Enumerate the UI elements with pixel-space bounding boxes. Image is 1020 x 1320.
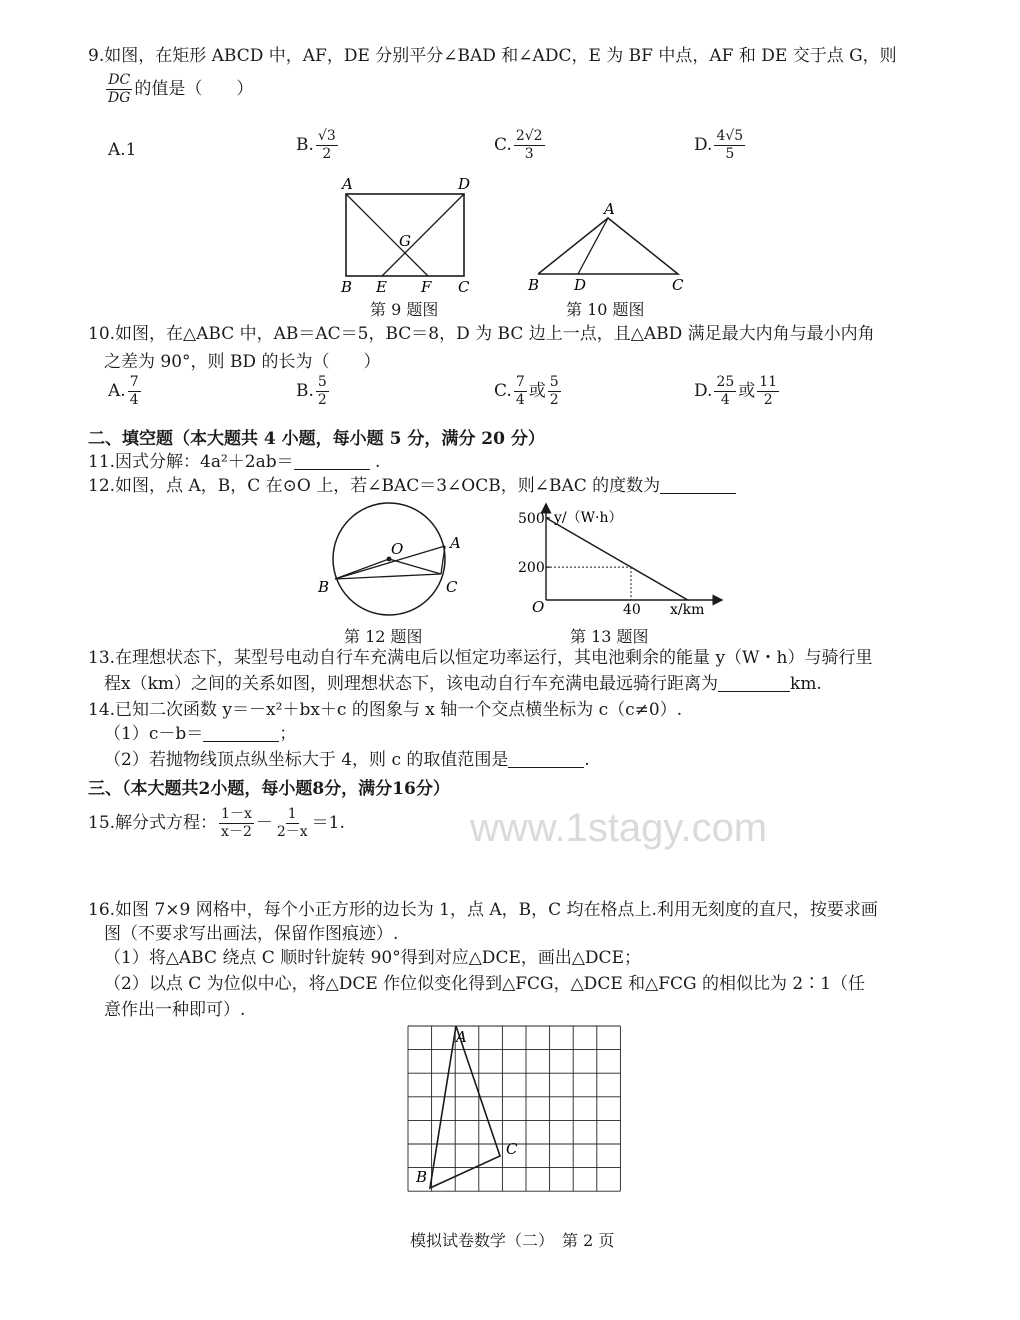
q10-option-c: C. $\frac{7}{4}$ 或 $\frac{5}{2}$: [494, 374, 559, 408]
label-e: E: [376, 278, 387, 296]
q9-segment-af: [346, 194, 428, 276]
label-d: D: [458, 175, 471, 193]
q16-line3: （1）将△ABC 绕点 C 顺时针旋转 90°得到对应△DCE，画出△DCE；: [104, 948, 641, 968]
q9-option-a: A.1: [108, 140, 137, 160]
q11-line: 11.因式分解：4a²＋2ab＝ .: [88, 452, 381, 472]
q10-option-b: B. $\frac{5}{2}$: [296, 374, 327, 408]
q10-option-a: A. $\frac{7}{4}$: [108, 374, 139, 408]
x-tick-label-40: 40: [623, 602, 641, 618]
q9-line1: 9.如图，在矩形 ABCD 中，AF，DE 分别平分∠BAD 和∠ADC，E 为 BF 中点，AF 和 DE 交于点 G，则: [88, 46, 897, 66]
q9-option-c: C. $\frac{2√2}{3}$: [494, 128, 543, 162]
q9-line2: $\frac{DC}{DG}$ 的值是（ ）: [108, 72, 254, 106]
label-a: A: [450, 534, 461, 552]
label-c: C: [446, 578, 458, 596]
q9-segment-de: [382, 194, 464, 276]
q12-radius-ob: [335, 559, 389, 579]
label-c: C: [672, 276, 684, 294]
q9-caption: 第 9 题图: [370, 300, 439, 319]
origin-label: O: [532, 598, 545, 616]
q16-line4: （2）以点 C 为位似中心，将△DCE 作位似变化得到△FCG，△DCE 和△FCG 的相似比为 2∶1（任: [104, 974, 866, 994]
q11-answer-blank[interactable]: [294, 451, 370, 470]
label-a: A: [604, 200, 615, 218]
q16-line5: 意作出一种即可）.: [104, 1000, 246, 1020]
q13-answer-blank[interactable]: [718, 673, 790, 692]
grid-lines: [408, 1026, 620, 1191]
label-f: F: [421, 278, 432, 296]
q12-figure: [314, 500, 474, 624]
y-tick-label-500: 500: [518, 510, 545, 527]
q10-triangle: [538, 218, 678, 274]
q12-answer-blank[interactable]: [660, 475, 736, 494]
triangle-abc: [430, 1026, 500, 1188]
q10-option-d: D. $\frac{25}{4}$ 或 $\frac{11}{2}$: [694, 374, 778, 408]
label-a: A: [456, 1028, 467, 1046]
section-2-heading: 二、填空题（本大题共 4 小题，每小题 5 分，满分 20 分）: [88, 429, 545, 449]
watermark: www.1stagy.com: [470, 806, 768, 850]
q9-option-d: D. $\frac{4√5}{5}$: [694, 128, 744, 162]
label-b: B: [341, 278, 353, 296]
label-o: O: [391, 540, 404, 558]
q16-line2: 图（不要求写出画法，保留作图痕迹）.: [104, 924, 399, 944]
q15-line: 15.解分式方程： $\frac{1-x}{x-2}$ － $\frac{1}{2-x}$ ＝1.: [88, 806, 345, 840]
y-tick-label-200: 200: [518, 560, 545, 577]
q12-radius-oc: [389, 559, 441, 574]
y-axis-label: y/（W·h）: [554, 510, 623, 526]
q13-chart: [508, 500, 724, 620]
q14-sub1: （1）c－b＝ ；: [104, 724, 297, 744]
series-line: [546, 518, 688, 600]
label-a: A: [342, 175, 353, 193]
q14-line1: 14.已知二次函数 y＝－x²＋bx＋c 的图象与 x 轴一个交点横坐标为 c（c≠0）.: [88, 700, 683, 720]
label-b: B: [416, 1168, 428, 1186]
q14-sub2: （2）若抛物线顶点纵坐标大于 4，则 c 的取值范围是 .: [104, 750, 590, 770]
q13-caption: 第 13 题图: [570, 627, 649, 646]
label-c: C: [506, 1140, 518, 1158]
section-3-heading: 三、（本大题共2小题，每小题8分，满分16分）: [88, 779, 450, 799]
q12-caption: 第 12 题图: [344, 627, 423, 646]
label-g: G: [399, 232, 411, 250]
q10-line1: 10.如图，在△ABC 中，AB＝AC＝5，BC＝8，D 为 BC 边上一点，且△ABD 满足最大内角与最小内角: [88, 324, 875, 344]
q9-fraction: $\frac{DC}{DG}$: [108, 72, 131, 106]
label-b: B: [528, 276, 540, 294]
q9-figure: [330, 172, 490, 300]
page-footer: 模拟试卷数学（二） 第 2 页: [410, 1231, 615, 1250]
q9-option-b: B. $\frac{√3}{2}$: [296, 128, 336, 162]
label-c: C: [458, 278, 470, 296]
label-d: D: [574, 276, 587, 294]
label-b: B: [318, 578, 330, 596]
q12-line: 12.如图，点 A，B，C 在⊙O 上，若∠BAC＝3∠OCB，则∠BAC 的度数为: [88, 474, 736, 498]
q16-line1: 16.如图 7×9 网格中，每个小正方形的边长为 1，点 A，B，C 均在格点上.利用无刻度的直尺，按要求画: [88, 900, 878, 920]
q14-answer-blank-1[interactable]: [203, 723, 279, 742]
q14-answer-blank-2[interactable]: [508, 749, 584, 768]
q10-caption: 第 10 题图: [566, 300, 645, 319]
x-axis-label: x/km: [670, 602, 705, 618]
q13-line1: 13.在理想状态下，某型号电动自行车充满电后以恒定功率运行，其电池剩余的能量 y（W・h）与骑行里: [88, 648, 873, 668]
q10-line2: 之差为 90°，则 BD 的长为（ ）: [104, 352, 381, 372]
q13-line2: 程x（km）之间的关系如图，则理想状态下，该电动自行车充满电最远骑行距离为 km.: [104, 674, 822, 694]
q16-grid-figure: [400, 1018, 630, 1198]
q10-segment-ad: [578, 218, 608, 274]
q10-figure: [522, 200, 692, 300]
